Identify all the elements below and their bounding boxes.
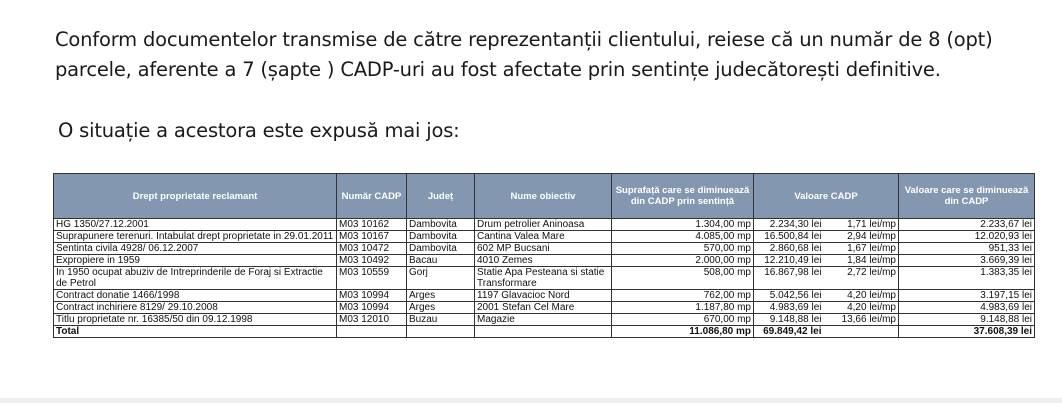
cell-numar: M03 10162 — [337, 219, 407, 231]
table-row — [54, 267, 1035, 290]
cell-pret: 2,94 lei/mp — [824, 231, 899, 243]
cell-valoare-dim: 3.669,39 lei — [899, 255, 1035, 267]
table-row — [54, 243, 1035, 255]
cell-pret: 13,66 lei/mp — [824, 314, 899, 326]
table-row — [54, 302, 1035, 314]
cell-valoare-dim: 12.020,93 lei — [899, 231, 1035, 243]
total-label: Total — [54, 326, 337, 338]
header-numar: Număr CADP — [337, 174, 407, 219]
cell-judet: Arges — [407, 302, 475, 314]
total-empty — [824, 326, 899, 338]
cell-valoare-dim: 4.983,69 lei — [899, 302, 1035, 314]
total-empty — [337, 326, 407, 338]
cell-drept: In 1950 ocupat abuziv de Intreprinderile de Foraj si Extractie de Petrol — [54, 267, 337, 290]
cell-nume: Magazie — [475, 314, 612, 326]
total-valoare: 69.849,42 lei — [754, 326, 824, 338]
cell-judet: Bacau — [407, 255, 475, 267]
cell-suprafata: 670,00 mp — [612, 314, 754, 326]
cell-pret: 1,71 lei/mp — [824, 219, 899, 231]
total-empty — [407, 326, 475, 338]
cell-valoare: 5.042,56 lei — [754, 290, 824, 302]
cell-suprafata: 570,00 mp — [612, 243, 754, 255]
table-body — [54, 219, 1035, 338]
cell-suprafata: 508,00 mp — [612, 267, 754, 290]
cell-judet: Buzau — [407, 314, 475, 326]
cell-judet: Dambovita — [407, 243, 475, 255]
cell-numar: M03 12010 — [337, 314, 407, 326]
cell-drept: HG 1350/27.12.2001 — [54, 219, 337, 231]
table-row — [54, 255, 1035, 267]
cell-nume: 4010 Zemes — [475, 255, 612, 267]
cell-judet: Gorj — [407, 267, 475, 290]
cell-drept: Expropiere in 1959 — [54, 255, 337, 267]
cell-valoare: 12.210,49 lei — [754, 255, 824, 267]
total-row — [54, 326, 1035, 338]
cell-drept: Suprapunere terenuri. Intabulat drept proprietate in 29.01.2011 — [54, 231, 337, 243]
header-judet: Județ — [407, 174, 475, 219]
cell-drept: Sentinta civila 4928/ 06.12.2007 — [54, 243, 337, 255]
table-row — [54, 219, 1035, 231]
cell-pret: 1,67 lei/mp — [824, 243, 899, 255]
total-empty — [475, 326, 612, 338]
cell-suprafata: 1.304,00 mp — [612, 219, 754, 231]
total-suprafata: 11.086,80 mp — [612, 326, 754, 338]
intro-line-1: Conform documentelor transmise de către reprezentanții clientului, reiese că un număr de 8 (opt) — [55, 28, 993, 51]
cell-numar: M03 10994 — [337, 290, 407, 302]
cell-valoare: 4.983,69 lei — [754, 302, 824, 314]
cell-numar: M03 10492 — [337, 255, 407, 267]
cell-pret: 2,72 lei/mp — [824, 267, 899, 290]
header-suprafata: Suprafață care se diminuează din CADP prin sentință — [612, 174, 754, 219]
cell-valoare-dim: 3.197,15 lei — [899, 290, 1035, 302]
cell-nume: 1197 Glavacioc Nord — [475, 290, 612, 302]
cell-suprafata: 762,00 mp — [612, 290, 754, 302]
cell-suprafata: 4.085,00 mp — [612, 231, 754, 243]
table-row — [54, 314, 1035, 326]
cell-valoare-dim: 1.383,35 lei — [899, 267, 1035, 290]
cell-nume: Statie Apa Pesteana si statie Transformare — [475, 267, 612, 290]
cell-numar: M03 10994 — [337, 302, 407, 314]
cell-pret: 4,20 lei/mp — [824, 290, 899, 302]
intro-paragraph — [55, 25, 1045, 85]
header-valoare-dim: Valoare care se diminuează din CADP — [899, 174, 1035, 219]
header-drept: Drept proprietate reclamant — [54, 174, 337, 219]
cell-suprafata: 2.000,00 mp — [612, 255, 754, 267]
cell-numar: M03 10559 — [337, 267, 407, 290]
cell-valoare: 2.860,68 lei — [754, 243, 824, 255]
total-valoare-dim: 37.608,39 lei — [899, 326, 1035, 338]
cell-judet: Dambovita — [407, 219, 475, 231]
table-row — [54, 231, 1035, 243]
cell-numar: M03 10472 — [337, 243, 407, 255]
cell-suprafata: 1.187,80 mp — [612, 302, 754, 314]
cell-valoare: 2.234,30 lei — [754, 219, 824, 231]
table-row — [54, 290, 1035, 302]
cell-valoare-dim: 9.148,88 lei — [899, 314, 1035, 326]
cell-nume: Cantina Valea Mare — [475, 231, 612, 243]
cell-valoare: 16.867,98 lei — [754, 267, 824, 290]
header-valoare: Valoare CADP — [754, 174, 899, 219]
cell-numar: M03 10167 — [337, 231, 407, 243]
cell-nume: 602 MP Bucsani — [475, 243, 612, 255]
cell-pret: 1,84 lei/mp — [824, 255, 899, 267]
intro-line-2: parcele, aferente a 7 (șapte ) CADP-uri au fost afectate prin sentințe judecătorești definitive. — [55, 58, 941, 81]
cell-drept: Titlu proprietate nr. 16385/50 din 09.12.1998 — [54, 314, 337, 326]
cell-judet: Arges — [407, 290, 475, 302]
cell-judet: Dambovita — [407, 231, 475, 243]
cell-nume: Drum petrolier Aninoasa — [475, 219, 612, 231]
cell-valoare-dim: 2.233,67 lei — [899, 219, 1035, 231]
subheading: O situație a acestora este expusă mai jos: — [58, 119, 460, 142]
cell-drept: Contract inchiriere 8129/ 29.10.2008 — [54, 302, 337, 314]
cell-valoare: 16.500,84 lei — [754, 231, 824, 243]
cell-pret: 4,20 lei/mp — [824, 302, 899, 314]
footer-bar — [0, 398, 1062, 403]
cell-valoare: 9.148,88 lei — [754, 314, 824, 326]
cell-valoare-dim: 951,33 lei — [899, 243, 1035, 255]
cell-nume: 2001 Stefan Cel Mare — [475, 302, 612, 314]
table-header-row — [54, 174, 1035, 219]
cadp-table — [53, 173, 1035, 338]
cell-drept: Contract donatie 1466/1998 — [54, 290, 337, 302]
header-nume: Nume obiectiv — [475, 174, 612, 219]
